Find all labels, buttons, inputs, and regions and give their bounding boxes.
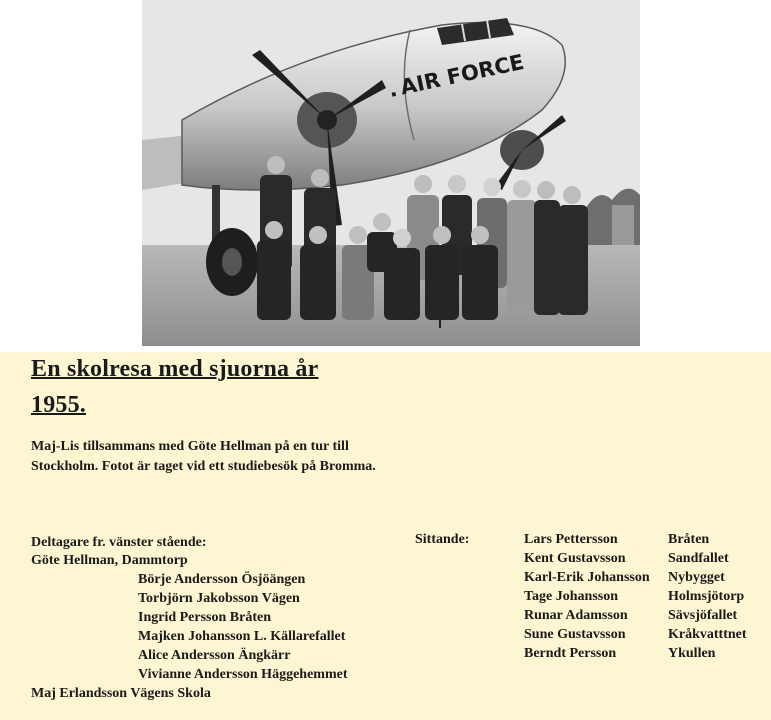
aircraft-lettering: AIR FORCE — [398, 49, 527, 100]
aircraft-lettering-prefix: . — [386, 76, 400, 102]
standing-person: Torbjörn Jakobsson Vägen — [138, 591, 300, 606]
standing-person: Maj Erlandsson Vägens Skola — [31, 686, 211, 701]
sitting-place: Sävsjöfallet — [668, 608, 738, 623]
sitting-name: Lars Pettersson — [524, 532, 618, 547]
sitting-place: Bråten — [668, 532, 710, 547]
standing-person: Majken Johansson L. Källarefallet — [138, 629, 346, 644]
standing-heading: Deltagare fr. vänster stående: — [31, 535, 207, 550]
sitting-name: Karl-Erik Johansson — [524, 570, 650, 585]
sitting-name: Sune Gustavsson — [524, 627, 626, 642]
sitting-place: Sandfallet — [668, 551, 729, 566]
standing-person: Göte Hellman, Dammtorp — [31, 553, 188, 568]
sitting-place: Ykullen — [668, 646, 716, 661]
intro-paragraph: Maj-Lis tillsammans med Göte Hellman på en tur till Stockholm. Fotot är taget vid ett studiebesök på Bromma. — [31, 439, 376, 474]
sitting-name: Tage Johansson — [524, 589, 619, 604]
title-line-1: En skolresa med sjuorna år — [31, 356, 319, 382]
building — [612, 205, 634, 245]
sitting-name: Berndt Persson — [524, 646, 617, 661]
sitting-place: Holmsjötorp — [668, 589, 745, 604]
photo-illustration — [142, 0, 640, 346]
standing-person: Ingrid Persson Bråten — [138, 610, 271, 625]
caption-panel — [0, 352, 771, 720]
title-line-2: 1955. — [31, 392, 86, 418]
sitting-name: Kent Gustavsson — [524, 551, 626, 566]
sitting-place: Nybygget — [668, 570, 725, 585]
standing-person: Alice Andersson Ängkärr — [138, 648, 291, 663]
standing-person: Börje Andersson Ösjöängen — [138, 572, 306, 587]
sitting-name: Runar Adamsson — [524, 608, 628, 623]
group-photo — [142, 0, 640, 346]
standing-person: Vivianne Andersson Häggehemmet — [138, 667, 348, 682]
sitting-place: Kråkvatttnet — [668, 627, 747, 642]
sitting-heading: Sittande: — [415, 532, 470, 547]
